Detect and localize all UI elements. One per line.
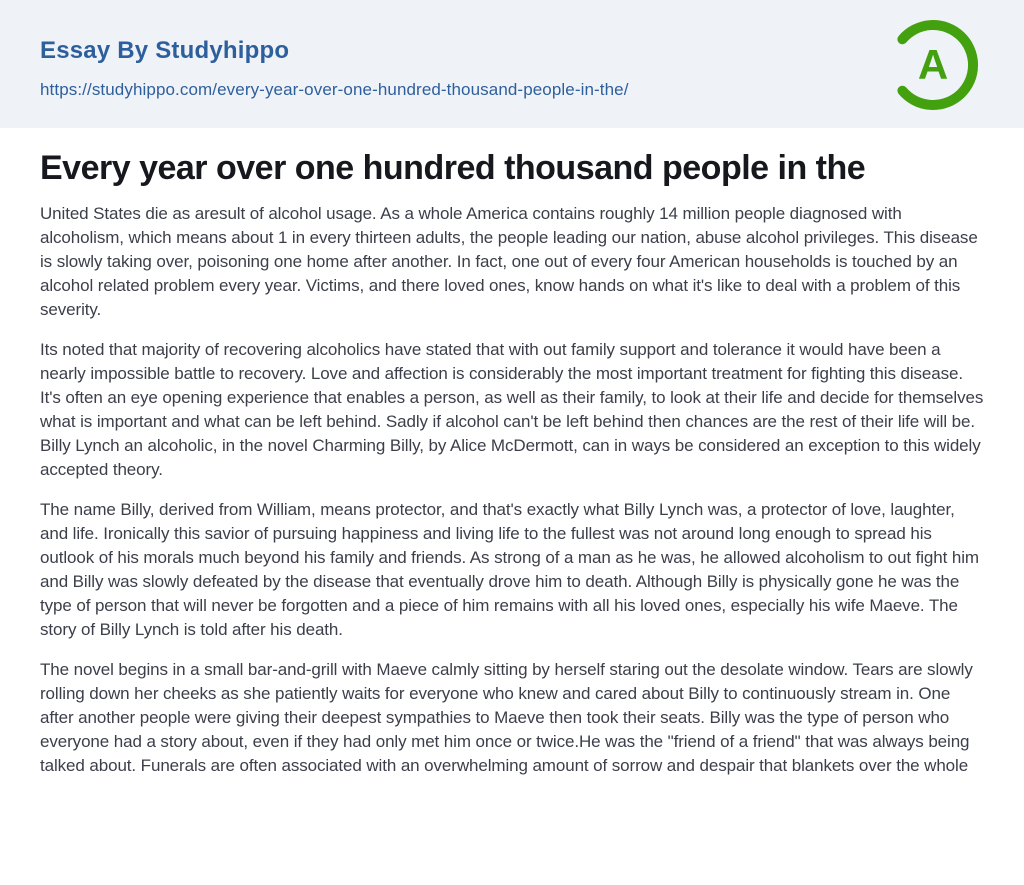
logo-arc-a-icon (885, 17, 981, 113)
studyhippo-logo (885, 17, 981, 113)
essay-url-link[interactable]: https://studyhippo.com/every-year-over-one-hundred-thousand-people-in-the/ (40, 80, 629, 100)
essay-title: Every year over one hundred thousand people in the (40, 149, 866, 187)
site-title: Essay By Studyhippo (40, 37, 290, 64)
logo-letter: A (917, 41, 949, 88)
essay-paragraph-1: United States die as aresult of alcohol usage. As a whole America contains roughly 14 million people diagnosed with alcoholism, which means about 1 in every thirteen adults, the people leading our nation, abuse alcohol privileges. This disease is slowly taking over, poisoning one home after another. In fact, one out of every four American households is touched by an alcohol related problem every year. Victims, and there loved ones, know hands on what it's like to deal with a problem of this severity. (40, 204, 978, 319)
essay-paragraph-3: The name Billy, derived from William, means protector, and that's exactly what Billy Lynch was, a protector of love, laughter, and life. Ironically this savior of pursuing happiness and living life to the fullest was not around long enough to spread his outlook of his morals much beyond his family and friends. As strong of a man as he was, he allowed alcoholism to out fight him and Billy was slowly defeated by the disease that eventually drove him to death. Although Billy is physically gone he was the type of person that will never be forgotten and a piece of him remains with all his loved ones, especially his wife Maeve. The story of Billy Lynch is told after his death. (40, 500, 979, 639)
page-header (0, 0, 1024, 128)
essay-content (0, 150, 1024, 778)
essay-paragraph-2: Its noted that majority of recovering alcoholics have stated that with out family support and tolerance it would have been a nearly impossible battle to recovery. Love and affection is considerably the most important treatment for fighting this disease. It's often an eye opening experience that enables a person, as well as their family, to look at their life and decide for themselves what is important and what can be left behind. Sadly if alcohol can't be left behind then chances are the rest of their life will be. Billy Lynch an alcoholic, in the novel Charming Billy, by Alice McDermott, can in ways be considered an exception to this widely accepted theory. (40, 340, 984, 479)
essay-paragraph-4: The novel begins in a small bar-and-grill with Maeve calmly sitting by herself staring out the desolate window. Tears are slowly rolling down her cheeks as she patiently waits for everyone who knew and cared about Billy to continuously stream in. One after another people were giving their deepest sympathies to Maeve then took their seats. Billy was the type of person who everyone had a story about, even if they had only met him once or twice.He was the "friend of a friend" that was always being talked about. Funerals are often associated with an overwhelming amount of sorrow and despair that blankets over the whole (40, 660, 973, 775)
